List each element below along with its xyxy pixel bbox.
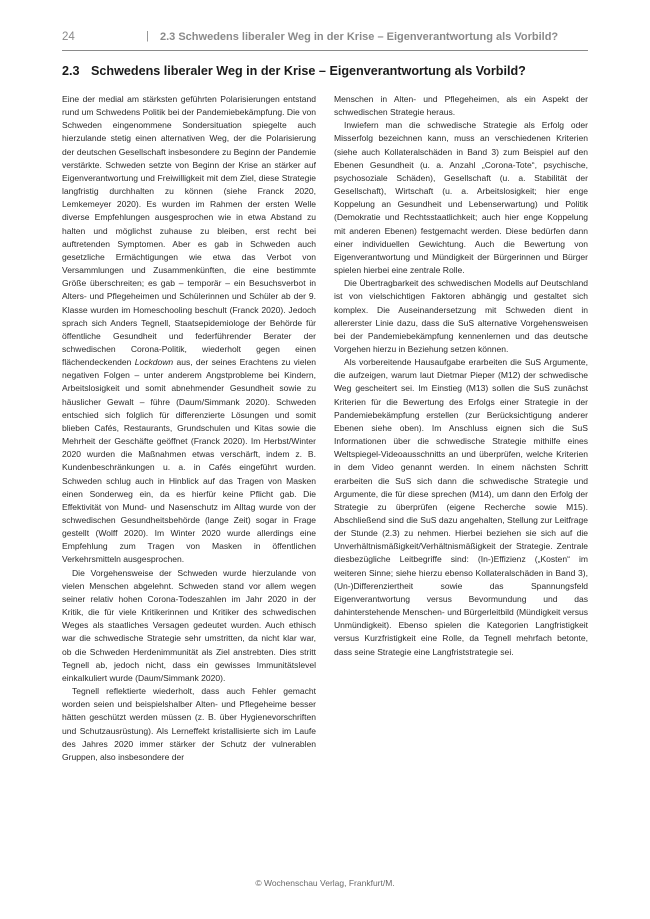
left-paragraph-1-part-b: aus, der seines Erachtens zu vielen negativen Folgen – unter anderem Angstprobleme bei Kindern, Arbeitslosigkeit und somit abnehmender Gesundheit sowie zu häuslicher Gewalt – führe (Daum/Simmank 2020). Schweden entschied sich folglich für differenzierte Lösungen und somit blieben Cafés, Restaurants, Grundschulen und Kitas sowie die Mehrheit der Geschäfte geöffnet (Franck 2020). Im Herbst/Winter 2020 wurden die Maßnahmen etwas verschärft, indem z. B. Kundenbeschränkungen u. a. in Cafés eingeführt wurden. Schweden schlug auch in Hinblick auf das Tragen von Masken einen Sonderweg ein, da es hierfür keine Pflicht gab. Die Effektivität von Mund- und Nasenschutz im Alltag wurde von der schwedischen Gesundheitsbehörde (lange Zeit) sogar in Frage gestellt (Wolff 2020). Im Winter 2020 wurde allerdings eine Empfehlung zum Tragen von Masken in öffentlichen Verkehrsmitteln ausgesprochen. bbox=[62, 357, 316, 565]
section-heading bbox=[62, 64, 588, 78]
running-title: 2.3 Schwedens liberaler Weg in der Krise – Eigenverantwortung als Vorbild? bbox=[160, 31, 559, 43]
right-paragraph-0: Menschen in Alten- und Pflegeheimen, als ein Aspekt der schwedischen Strategie heraus. bbox=[334, 94, 588, 118]
left-paragraph-2: Die Vorgehensweise der Schweden wurde hierzulande von vielen Menschen abgelehnt. Schweden stand vor allem wegen seiner relativ hohen Corona-Todeszahlen im Jahr 2020 in der Kritik, die für viele Kritikerinnen und Kritiker des schwedischen Weges als staatliches Versagen gedeutet wurden. Auch ethisch war die schwedische Strategie sehr umstritten, da nicht klar war, ob die Schweden Herdenimmunität als Ziel anstrebten. Dies stritt Tegnell ab, jedoch nicht, dass ein gewisses Immunitätslevel einkalkuliert wurde (Daum/Simmank 2020). bbox=[62, 567, 316, 683]
section-number: 2.3 bbox=[62, 64, 80, 78]
left-paragraph-3: Tegnell reflektierte wiederholt, dass auch Fehler gemacht worden seien und beispielshalber Alten- und Pflegeheime besser hätten geschützt werden müssen (z. B. über Hygienevorschriften und Schutzausrüstung). Als Lerneffekt kristallisierte sich im Laufe des Jahres 2020 immer stärker der Schutz der vulnerablen Gruppen, also insbesondere der bbox=[62, 686, 316, 762]
right-column bbox=[334, 93, 588, 659]
right-paragraph-3: Als vorbereitende Hausaufgabe erarbeiten die SuS Argumente, die aufzeigen, warum laut Dietmar Pieper (M12) der schwedische Weg gescheitert sei. Im Einstieg (M13) sollen die SuS zunächst Kriterien für die Bewertung des Erfolgs einer Strategie in der Pandemiebekämpfung erstellen (zur Berücksichtigung anderer Ebenen siehe oben). Im Anschluss eignen sich die SuS Informationen über die schwedische Strategie mithilfe eines Weltspiegel-Videoausschnitts an und überprüfen, welche Kriterien in dem Video genannt werden. In einem nächsten Schritt erarbeiten die SuS sich dann die schwedische Strategie und Argumente, die für diese sprechen (M14), um dann den Erfolg der Strategie zu überprüfen (eigene Recherche sowie M15). Abschließend sind die SuS dazu angehalten, Stellung zur Leitfrage der Stunde (2.3) zu nehmen. Hierbei beziehen sie sich auf die Unverhältnismäßigkeit/Verhältnismäßigkeit der Strategie. Zentrale diesbezügliche Leitbegriffe sind: (In-)Effizienz („Kosten“ im weiteren Sinne; siehe hierzu ebenso Kollateralschäden in Band 3), (Un-)Differenziertheit sowie das Spannungsfeld Eigenverantwortung versus Bevormundung und das dahinterstehende Menschen- und Bürgerleitbild (Mündigkeit versus Unmündigkeit). Ebenso spielen die Kategorien Langfristigkeit versus Kurzfristigkeit eine Rolle, da Tegnell mehrfach betonte, dass seine Strategie eine Langfriststrategie sei. bbox=[334, 357, 588, 657]
running-header bbox=[62, 30, 588, 51]
left-paragraph-1 bbox=[62, 93, 316, 567]
left-column bbox=[62, 93, 316, 764]
right-paragraph-2: Die Übertragbarkeit des schwedischen Modells auf Deutschland ist von vielschichtigen Faktoren abhängig und gestaltet sich komplex. Die Auseinandersetzung mit Schweden dient in allererster Linie dazu, dass die SuS alternative Vorgehensweisen bei der Pandemiebekämpfung kennenlernen und das deutsche Vorgehen hierzu in Beziehung setzen können. bbox=[334, 278, 588, 354]
section-title: Schwedens liberaler Weg in der Krise – Eigenverantwortung als Vorbild? bbox=[91, 64, 526, 78]
page-number: 24 bbox=[62, 31, 75, 43]
header-separator: | bbox=[146, 30, 149, 42]
lockdown-emphasis: Lockdown bbox=[134, 357, 174, 368]
right-paragraph-1: Inwiefern man die schwedische Strategie als Erfolg oder Misserfolg bezeichnen kann, muss an verschiedenen Kriterien (siehe auch Kollateralschäden in Band 3) zum Beispiel auf den Ebenen Gesundheit (u. a. Anzahl „Corona-Tote“, psychische, psychosoziale Schäden), Gesellschaft (u. a. Stabilität der Gesellschaft), Wirtschaft (u. a. Arbeitslosigkeit; hier enge Koppelung an Gesundheit und Lebenserwartung) und Politik (Demokratie und Rechtsstaatlichkeit; auch hier enge Koppelung mit anderen Ebenen) festgemacht werden. Diese bedürfen dann einer individuellen Gewichtung. Auch die Bewertung von Eigenverantwortung und Mündigkeit der Bürgerinnen und Bürger spielen hierbei eine zentrale Rolle. bbox=[334, 120, 588, 276]
left-paragraph-1-part-a: Eine der medial am stärksten geführten Polarisierungen entstand rund um Schwedens Politik bei der Pandemiebekämpfung. Die von Schweden eingenommene Sondersituation spiegelte auch hierzulande stetig einen alternativen Weg, der die Polarisierung der deutschen Gesellschaft insbesondere zu Beginn der Pandemie verstärkte. Schweden setzte von Beginn der Krise an stärker auf Eigenverantwortung und Freiwilligkeit mit dem Ziel, diese Strategie langfristig durchhalten zu können (siehe Franck 2020, Lemkemeyer 2020). Es wurden im Rahmen der ersten Welle diverse Empfehlungen ausgesprochen wie in etwa Abstand zu halten und möglichst zuhause zu bleiben, erst recht bei auftretenden Symptomen. Aber es gab in Schweden auch gesetzliche Ermächtigungen wie etwa das Verbot von Versammlungen und Zusammenkünften, die eine bestimmte Größe überschreiten; es gab – temporär – ein Besuchsverbot in Alters- und Pflegeheimen und Schülerinnen und Schüler ab der 9. Klasse wurden im Homeschooling beschult (Franck 2020). Jedoch sprach sich Anders Tegnell, Staatsepidemiologe der Behörde für öffentliche Gesundheit und federführender Berater der schwedischen Corona-Politik, wiederholt gegen einen flächendeckenden bbox=[62, 94, 316, 368]
copyright-footer: © Wochenschau Verlag, Frankfurt/M. bbox=[255, 878, 395, 888]
